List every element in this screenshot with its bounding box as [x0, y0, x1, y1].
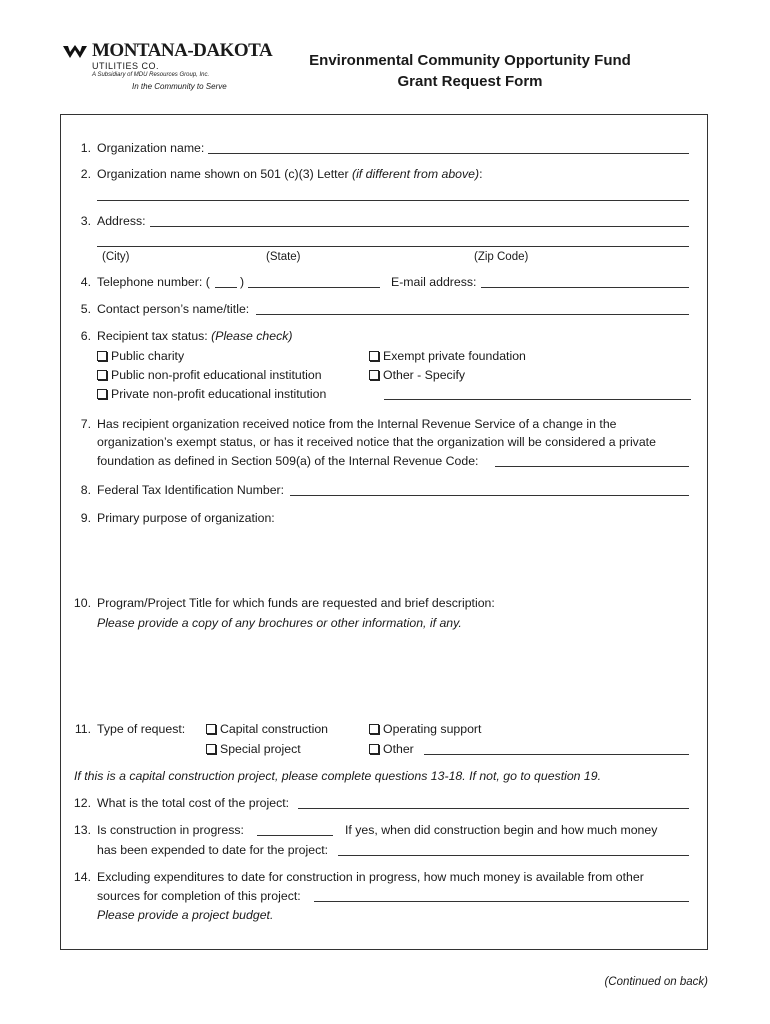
q12-label: What is the total cost of the project: — [97, 796, 290, 810]
checkbox-icon[interactable] — [369, 370, 379, 380]
q11-option-capital-construction-label: Capital construction — [220, 722, 328, 736]
q2-organization-name-501-field[interactable] — [97, 200, 689, 201]
q7-number: 7. — [80, 417, 91, 431]
q10-label: Program/Project Title for which funds are requested and brief description: — [97, 596, 495, 610]
q9-label: Primary purpose of organization: — [97, 511, 275, 525]
q14-other-sources-field[interactable] — [314, 901, 689, 902]
continued-on-back: (Continued on back) — [604, 976, 708, 988]
q8-number: 8. — [80, 483, 91, 497]
q5-number: 5. — [80, 302, 91, 316]
q11-option-capital-construction[interactable] — [206, 722, 328, 737]
q11-option-special-project[interactable] — [206, 742, 301, 757]
capital-construction-instruction: If this is a capital construction project, please complete questions 13-18. If not, go to question 19. — [74, 769, 602, 783]
q8-tax-id-field[interactable] — [290, 495, 689, 496]
checkbox-icon[interactable] — [97, 351, 107, 361]
q13-line2: has been expended to date for the project: — [97, 843, 329, 857]
checkbox-icon[interactable] — [206, 724, 216, 734]
q3-zip-caption: (Zip Code) — [474, 251, 529, 263]
logo-tagline: In the Community to Serve — [132, 82, 227, 91]
q7-line1: Has recipient organization received notice from the Internal Revenue Service of a change in the — [97, 417, 617, 431]
q11-option-other-label: Other — [383, 742, 414, 756]
logo-company-name: MONTANA-DAKOTA — [92, 40, 273, 61]
q4-area-code-field[interactable] — [215, 287, 237, 288]
q8-label: Federal Tax Identification Number: — [97, 483, 285, 497]
q4-number: 4. — [80, 275, 91, 289]
logo-subsidiary: A Subsidiary of MDU Resources Group, Inc. — [92, 72, 210, 78]
q13-expended-field[interactable] — [338, 855, 689, 856]
logo-emblem-icon — [62, 44, 88, 60]
q4-paren: ) — [240, 275, 245, 289]
q10-number: 10. — [73, 596, 91, 610]
q9-answer-area[interactable] — [97, 530, 689, 590]
q7-answer-field[interactable] — [495, 466, 689, 467]
q13-label: Is construction in progress: — [97, 823, 244, 837]
q11-option-operating-support-label: Operating support — [383, 722, 482, 736]
q6-option-other[interactable] — [369, 368, 465, 383]
q6-label-text: Recipient tax status: — [97, 329, 208, 343]
q10-answer-area[interactable] — [97, 636, 689, 716]
form-title-line2: Grant Request Form — [397, 73, 543, 90]
q14-line2: sources for completion of this project: — [97, 889, 301, 903]
q3-city-state-zip-field[interactable] — [97, 246, 689, 247]
q9-number: 9. — [80, 511, 91, 525]
q12-total-cost-field[interactable] — [298, 808, 689, 809]
q4-email-label: E-mail address: — [391, 275, 477, 289]
q11-label: Type of request: — [97, 722, 186, 736]
q2-label-text: Organization name shown on 501 (c)(3) Letter — [97, 167, 349, 181]
q1-number: 1. — [80, 141, 91, 155]
form-title — [280, 50, 660, 92]
q1-label: Organization name: — [97, 141, 205, 155]
q6-option-public-charity-label: Public charity — [111, 349, 185, 363]
q6-number: 6. — [80, 329, 91, 343]
form-title-line1: Environmental Community Opportunity Fund — [309, 52, 631, 69]
q2-label — [97, 167, 483, 182]
q3-label: Address: — [97, 214, 146, 228]
q11-option-other[interactable] — [369, 742, 414, 757]
q6-option-other-label: Other - Specify — [383, 368, 466, 382]
q13-follow-up: If yes, when did construction begin and how much money — [345, 823, 658, 837]
q6-option-public-educational-label: Public non-profit educational institution — [111, 368, 322, 382]
q6-option-private-educational[interactable] — [97, 387, 326, 402]
q6-note: (Please check) — [211, 329, 293, 343]
q14-number: 14. — [73, 870, 91, 884]
q13-in-progress-field[interactable] — [257, 835, 333, 836]
q10-note: Please provide a copy of any brochures or other information, if any. — [97, 616, 462, 630]
q4-label: Telephone number: ( — [97, 275, 210, 289]
q6-other-specify-field[interactable] — [384, 399, 691, 400]
q11-other-field[interactable] — [424, 754, 689, 755]
q2-number: 2. — [80, 167, 91, 181]
q6-option-private-educational-label: Private non-profit educational institution — [111, 387, 327, 401]
q11-option-special-project-label: Special project — [220, 742, 301, 756]
q14-line1: Excluding expenditures to date for construction in progress, how much money is available from other — [97, 870, 644, 884]
q5-contact-field[interactable] — [256, 314, 689, 315]
q12-number: 12. — [73, 796, 91, 810]
q11-option-operating-support[interactable] — [369, 722, 481, 737]
logo-utilities: UTILITIES CO. — [92, 61, 160, 71]
q3-address-field[interactable] — [150, 226, 689, 227]
q11-number: 11. — [74, 722, 91, 736]
q14-note: Please provide a project budget. — [97, 908, 274, 922]
q4-email-field[interactable] — [481, 287, 689, 288]
q2-note: (if different from above) — [351, 167, 480, 181]
q2-colon: : — [479, 167, 483, 181]
checkbox-icon[interactable] — [97, 370, 107, 380]
checkbox-icon[interactable] — [206, 744, 216, 754]
q6-option-exempt-private-foundation[interactable] — [369, 349, 526, 364]
q3-city-caption: (City) — [102, 251, 130, 263]
company-logo — [62, 40, 273, 96]
q3-number: 3. — [80, 214, 91, 228]
q5-label: Contact person’s name/title: — [97, 302, 250, 316]
q7-line3: foundation as defined in Section 509(a) of the Internal Revenue Code: — [97, 454, 479, 468]
checkbox-icon[interactable] — [369, 724, 379, 734]
q6-option-public-charity[interactable] — [97, 349, 184, 364]
q6-option-public-educational[interactable] — [97, 368, 322, 383]
checkbox-icon[interactable] — [369, 744, 379, 754]
q4-telephone-field[interactable] — [248, 287, 380, 288]
q3-state-caption: (State) — [266, 251, 301, 263]
q6-label — [97, 329, 293, 344]
checkbox-icon[interactable] — [97, 389, 107, 399]
checkbox-icon[interactable] — [369, 351, 379, 361]
q7-line2: organization’s exempt status, or has it received notice that the organization will be considered a private — [97, 435, 656, 449]
q6-option-exempt-private-foundation-label: Exempt private foundation — [383, 349, 526, 363]
q1-organization-name-field[interactable] — [208, 153, 689, 154]
q13-number: 13. — [73, 823, 91, 837]
